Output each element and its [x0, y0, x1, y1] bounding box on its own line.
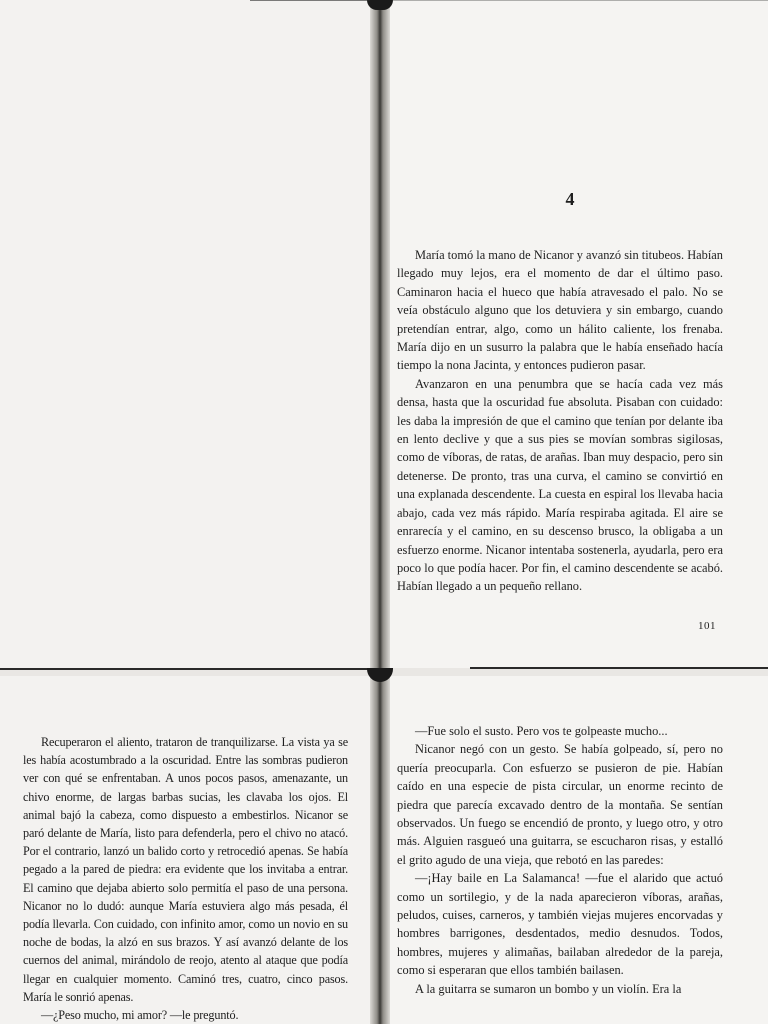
paragraph: María tomó la mano de Nicanor y avanzó sin titubeos. Habían llegado muy lejos, era el momento de dar el último paso. Caminaron hacia el hueco que había atravesado el palo. No se veía obstáculo alguno que los detuviera y sin embargo, cuando pretendían entrar, algo, como un hálito caliente, los frenaba. María dijo en un susurro la palabra que le había enseñado hacía tiempo la nona Jacinta, y entonces pudieron pasar.: [397, 248, 723, 373]
blank-left-page: [0, 0, 375, 668]
paragraph: Recuperaron el aliento, trataron de tranquilizarse. La vista ya se les había acostumbrado a la oscuridad. Entre las sombras pudieron ver con qué se enfrentaban. A unos pocos pasos, amenazante, un chivo enorme, de largas barbas sucias, les clavaba los ojos. El animal bajó la cabeza, como dispuesto a embestirlos. Nicanor se paró delante de María, listo para defenderla, pero el chivo no atacó. Por el contrario, lanzó un balido corto y retrocedió apenas. Se había pegado a la pared de piedra: era evidente que los invitaba a entrar. El camino que dejaba abierto solo permitía el paso de una persona. Nicanor no lo dudó: aunque María estuviera algo más pesada, él podía llevarla. Con cuidado, con infinito amor, como un novio en su noche de bodas, la alzó en sus brazos. Y así avanzó delante de los cuernos del animal, mirándolo de reojo, atento al ataque que podía llegar en cualquier momento. Caminó tres, cuatro, cinco pasos. María le sonrió apenas.: [23, 735, 348, 1004]
book-gutter: [370, 676, 390, 1024]
right-page-body-text: [397, 722, 723, 998]
page-edge: [250, 0, 370, 1]
page-edge: [392, 0, 768, 1]
chapter-number: 4: [565, 189, 575, 209]
page-edge: [470, 667, 768, 669]
page-edge: [0, 668, 375, 670]
paragraph: —¡Hay baile en La Salamanca! —fue el alarido que actuó como un sortilegio, y de la nada aparecieron víboras, arañas, peludos, cuises, carneros, y también viejas mujeres encorvadas y hombres barrigones, desdentados, medio desnudos. Todos, hombres, mujeres y alimañas, bailaban alrededor de la pareja, como si esperaran que ellos también bailasen.: [397, 871, 723, 978]
paragraph: —Fue solo el susto. Pero vos te golpeaste mucho...: [415, 724, 668, 738]
paragraph: Nicanor negó con un gesto. Se había golpeado, sí, pero no quería preocuparla. Con esfuerzo se pusieron de pie. Habían caído en una especie de pista circular, un enorme recinto de piedra que parecía excavado dentro de la montaña. Se sentían observados. Un fuego se encendió de pronto, y luego otro, y otro más. Alguien rasgueó una guitarra, se escucharon risas, y estalló el grito agudo de una vieja, que rebotó en las paredes:: [397, 742, 723, 867]
book-gutter: [370, 0, 390, 668]
paragraph: —¿Peso mucho, mi amor? —le preguntó.: [41, 1008, 239, 1023]
paragraph: A la guitarra se sumaron un bombo y un violín. Era la: [415, 981, 682, 996]
chapter-body-text: [397, 246, 723, 596]
paragraph: Avanzaron en una penumbra que se hacía cada vez más densa, hasta que la oscuridad fue absoluta. Pisaban con cuidado: les daba la impresión de que el camino que tenían por delante iba en lento declive y que a sus pies se movían sombras sigilosas, como de víboras, de ratas, de arañas. Iban muy despacio, pero sin detenerse. De pronto, tras una curva, el camino se convirtió en una explanada descendente. La cuesta en espiral los llevaba hacia abajo, cada vez más rápido. María respiraba agitada. El aire se enrarecía y el camino, en su descenso brusco, la obligaba a un esfuerzo enorme. Nicanor intentaba sostenerla, ayudarla, pero era poco lo que podía hacer. Por fin, el camino descendente se acabó. Habían llegado a un pequeño rellano.: [397, 376, 723, 594]
page-number: 101: [698, 620, 716, 632]
left-page-body-text: [23, 733, 348, 1024]
